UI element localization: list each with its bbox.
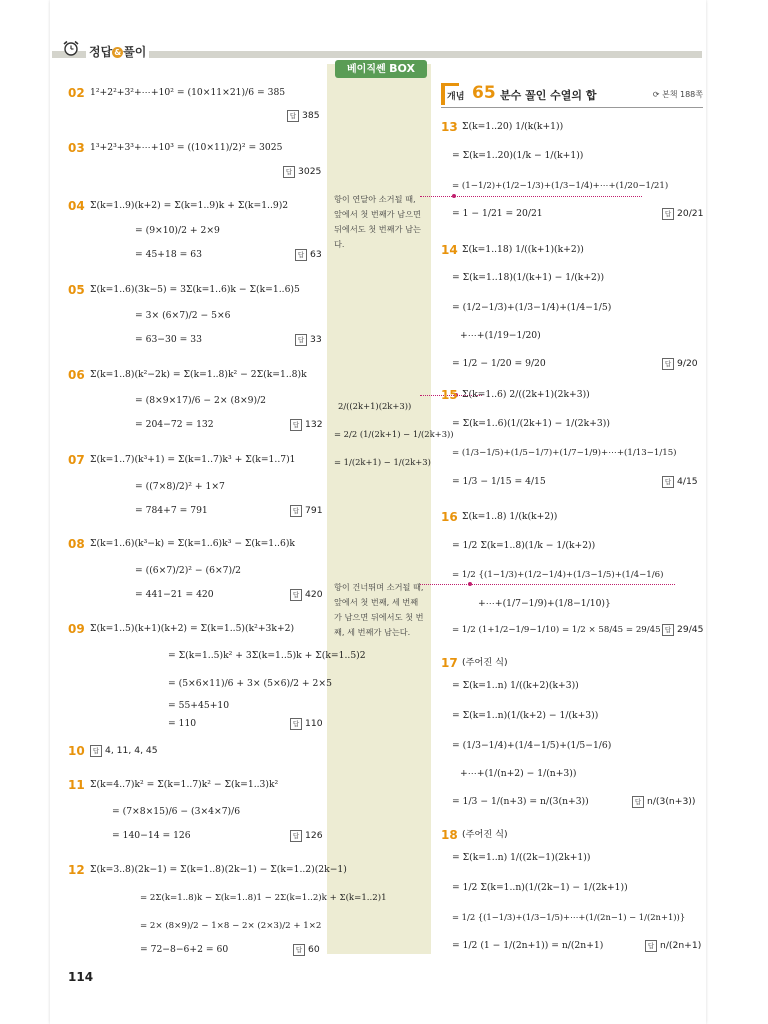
solution-line: Σ(k=1..20) 1/(k(k+1)) bbox=[462, 121, 564, 132]
solution-line: (주어진 식) bbox=[462, 829, 508, 840]
solution-line: = (1/3−1/5)+(1/5−1/7)+(1/7−1/9)+⋯+(1/13−1/15) bbox=[452, 448, 677, 458]
solution-line: = Σ(k=1..n) 1/((k+2)(k+3)) bbox=[452, 680, 579, 691]
solution-line: = 784+7 = 791 bbox=[135, 505, 208, 516]
answer-mark-icon: 답 bbox=[645, 940, 657, 952]
page-number: 114 bbox=[68, 970, 94, 984]
solution-line: Σ(k=1..6)(3k−5) = 3Σ(k=1..6)k − Σ(k=1..6)5 bbox=[90, 284, 300, 295]
problem-number: 18 bbox=[441, 828, 458, 842]
solution-line: = (7×8×15)/6 − (3×4×7)/6 bbox=[112, 806, 241, 817]
solution-line: = Σ(k=1..20)(1/k − 1/(k+1)) bbox=[452, 150, 584, 161]
side-note-2: 항이 건너뛰며 소거될 때, 앞에서 첫 번째, 세 번째가 남으면 뒤에서도 첫 번째, 세 번째가 남는다. bbox=[334, 582, 424, 637]
solution-line: Σ(k=1..6)(k³−k) = Σ(k=1..6)k³ − Σ(k=1..6)k bbox=[90, 538, 295, 549]
solution-line: Σ(k=3..8)(2k−1) = Σ(k=1..8)(2k−1) − Σ(k=1..2)(2k−1) bbox=[90, 864, 347, 875]
answer: 답 3025 bbox=[283, 166, 321, 178]
solution-line: (주어진 식) bbox=[462, 657, 508, 668]
answer: 답 791 bbox=[290, 505, 323, 517]
solution-line: = 1/2 Σ(k=1..n)(1/(2k−1) − 1/(2k+1)) bbox=[452, 882, 628, 893]
side-formula-2: = 2/2 (1/(2k+1) − 1/(2k+3)) bbox=[334, 429, 454, 439]
answer: 답 n/(2n+1) bbox=[645, 940, 701, 952]
solution-line: Σ(k=1..9)(k+2) = Σ(k=1..9)k + Σ(k=1..9)2 bbox=[90, 200, 289, 211]
solution-line: = 1/2 (1+1/2−1/9−1/10) = 1/2 × 58/45 = 29/45 bbox=[452, 625, 661, 635]
side-formula-3: = 1/(2k+1) − 1/(2k+3) bbox=[334, 457, 431, 467]
solution-line: = 140−14 = 126 bbox=[112, 830, 191, 841]
solution-line: = 2× (8×9)/2 − 1×8 − 2× (2×3)/2 + 1×2 bbox=[140, 921, 322, 931]
answer-mark-icon: 답 bbox=[283, 166, 295, 178]
answer: 답 20/21 bbox=[662, 208, 703, 220]
answer-mark-icon: 답 bbox=[295, 334, 307, 346]
answer: 답 110 bbox=[290, 718, 323, 730]
answer-mark-icon: 답 bbox=[90, 745, 102, 757]
problem-number: 12 bbox=[68, 863, 85, 877]
refresh-icon: ⟳ bbox=[652, 90, 660, 99]
problem-number: 13 bbox=[441, 120, 458, 134]
answer: 답 132 bbox=[290, 419, 323, 431]
solution-line: = 55+45+10 bbox=[168, 700, 230, 711]
alarm-clock-icon bbox=[62, 40, 80, 56]
section-title: 정답 & 풀이 bbox=[86, 43, 149, 60]
problem-number: 14 bbox=[441, 243, 458, 257]
solution-line: = 110 bbox=[168, 718, 197, 729]
solution-line: = 1/2 − 1/20 = 9/20 bbox=[452, 358, 546, 369]
problem-number: 11 bbox=[68, 778, 85, 792]
answer: 답 63 bbox=[295, 249, 322, 261]
concept-underline bbox=[441, 107, 703, 108]
solution-line: = 72−8−6+2 = 60 bbox=[140, 944, 229, 955]
concept-header bbox=[441, 83, 703, 105]
solution-line: Σ(k=1..7)(k³+1) = Σ(k=1..7)k³ + Σ(k=1..7)1 bbox=[90, 454, 296, 465]
problem-number: 10 bbox=[68, 744, 85, 758]
answer-mark-icon: 답 bbox=[662, 358, 674, 370]
basic-box-label: 베이직쎈 BOX bbox=[335, 60, 427, 78]
answer-mark-icon: 답 bbox=[290, 830, 302, 842]
connector-dot-1 bbox=[452, 194, 456, 198]
concept-title: 분수 꼴인 수열의 합 bbox=[500, 89, 597, 102]
solution-line: +⋯+(1/19−1/20) bbox=[460, 330, 541, 341]
answer: 답 420 bbox=[290, 589, 323, 601]
solution-line: = 1/2 {(1−1/3)+(1/3−1/5)+⋯+(1/(2n−1) − 1/(2n+1))} bbox=[452, 912, 686, 922]
solution-line: = 2Σ(k=1..8)k − Σ(k=1..8)1 − 2Σ(k=1..2)k + Σ(k=1..2)1 bbox=[140, 893, 387, 903]
answer-mark-icon: 답 bbox=[662, 476, 674, 488]
answer-mark-icon: 답 bbox=[295, 249, 307, 261]
concept-accent-bar bbox=[441, 83, 445, 105]
answer: 답 385 bbox=[287, 110, 320, 122]
answer: 답 4/15 bbox=[662, 476, 698, 488]
solution-line: = Σ(k=1..18)(1/(k+1) − 1/(k+2)) bbox=[452, 272, 605, 283]
solution-line: = (1/2−1/3)+(1/3−1/4)+(1/4−1/5) bbox=[452, 302, 612, 313]
side-formula-1: 2/((2k+1)(2k+3)) bbox=[338, 401, 412, 411]
problem-number: 16 bbox=[441, 510, 458, 524]
answer: 답 33 bbox=[295, 334, 322, 346]
solution-line: = 1 − 1/21 = 20/21 bbox=[452, 208, 543, 219]
answer-mark-icon: 답 bbox=[290, 589, 302, 601]
problem-number: 04 bbox=[68, 199, 85, 213]
answer-mark-icon: 답 bbox=[662, 208, 674, 220]
solution-line: = (1/3−1/4)+(1/4−1/5)+(1/5−1/6) bbox=[452, 740, 612, 751]
answer: 답 4, 11, 4, 45 bbox=[90, 745, 158, 757]
problem-number: 02 bbox=[68, 86, 85, 100]
connector-line-3 bbox=[420, 584, 675, 585]
solution-line: = 3× (6×7)/2 − 5×6 bbox=[135, 310, 231, 321]
concept-tag: 개념 bbox=[447, 92, 465, 102]
answer: 답 9/20 bbox=[662, 358, 698, 370]
solution-line: = 63−30 = 33 bbox=[135, 334, 202, 345]
problem-number: 05 bbox=[68, 283, 85, 297]
problem-number: 07 bbox=[68, 453, 85, 467]
solution-line: = ((7×8)/2)² + 1×7 bbox=[135, 481, 225, 492]
answer-mark-icon: 답 bbox=[632, 796, 644, 808]
answer: 답 126 bbox=[290, 830, 323, 842]
problem-number: 09 bbox=[68, 622, 85, 636]
solution-line: = Σ(k=1..n)(1/(k+2) − 1/(k+3)) bbox=[452, 710, 599, 721]
solution-line: = (9×10)/2 + 2×9 bbox=[135, 225, 220, 236]
solution-line: = 441−21 = 420 bbox=[135, 589, 214, 600]
solution-line: +⋯+(1/7−1/9)+(1/8−1/10)} bbox=[478, 598, 611, 609]
solution-line: 1³+2³+3³+⋯+10³ = ((10×11)/2)² = 3025 bbox=[90, 142, 283, 153]
answer-mark-icon: 답 bbox=[287, 110, 299, 122]
solution-line: = Σ(k=1..5)k² + 3Σ(k=1..5)k + Σ(k=1..5)2 bbox=[168, 650, 366, 661]
connector-dot-3 bbox=[468, 582, 472, 586]
solution-line: = (1−1/2)+(1/2−1/3)+(1/3−1/4)+⋯+(1/20−1/21) bbox=[452, 181, 669, 191]
answer: 답 60 bbox=[293, 944, 320, 956]
header-bar bbox=[52, 51, 702, 58]
answer-mark-icon: 답 bbox=[662, 624, 674, 636]
solution-line: = 1/3 − 1/15 = 4/15 bbox=[452, 476, 546, 487]
amp-badge: & bbox=[112, 47, 123, 58]
problem-number: 08 bbox=[68, 537, 85, 551]
problem-number: 15 bbox=[441, 388, 458, 402]
solution-line: = 45+18 = 63 bbox=[135, 249, 202, 260]
solution-line: +⋯+(1/(n+2) − 1/(n+3)) bbox=[460, 768, 577, 779]
answer-mark-icon: 답 bbox=[290, 419, 302, 431]
answer-mark-icon: 답 bbox=[290, 718, 302, 730]
side-note-1: 항이 연달아 소거될 때, 앞에서 첫 번째가 남으면 뒤에서도 첫 번째가 남는다. bbox=[334, 194, 421, 249]
solution-line: = 1/2 Σ(k=1..8)(1/k − 1/(k+2)) bbox=[452, 540, 596, 551]
solution-line: = 204−72 = 132 bbox=[135, 419, 214, 430]
concept-reference: ⟳ 본책 188쪽 bbox=[652, 90, 703, 99]
concept-number: 65 bbox=[472, 83, 496, 103]
solution-line: 1²+2²+3²+⋯+10² = (10×11×21)/6 = 385 bbox=[90, 87, 286, 98]
solution-line: = 1/2 (1 − 1/(2n+1)) = n/(2n+1) bbox=[452, 940, 604, 951]
problem-number: 17 bbox=[441, 656, 458, 670]
solution-line: Σ(k=4..7)k² = Σ(k=1..7)k² − Σ(k=1..3)k² bbox=[90, 779, 279, 790]
page-header bbox=[52, 38, 702, 62]
problem-number: 03 bbox=[68, 141, 85, 155]
answer: 답 29/45 bbox=[662, 624, 703, 636]
solution-line: Σ(k=1..18) 1/((k+1)(k+2)) bbox=[462, 244, 584, 255]
solution-line: = Σ(k=1..n) 1/((2k−1)(2k+1)) bbox=[452, 852, 591, 863]
solution-line: = (5×6×11)/6 + 3× (5×6)/2 + 2×5 bbox=[168, 678, 332, 689]
solution-line: = 1/2 {(1−1/3)+(1/2−1/4)+(1/3−1/5)+(1/4−1/6) bbox=[452, 570, 664, 580]
concept-accent-top bbox=[441, 83, 459, 86]
solution-line: = (8×9×17)/6 − 2× (8×9)/2 bbox=[135, 395, 267, 406]
answer-mark-icon: 답 bbox=[293, 944, 305, 956]
solution-line: Σ(k=1..5)(k+1)(k+2) = Σ(k=1..5)(k²+3k+2) bbox=[90, 623, 295, 634]
solution-line: Σ(k=1..6) 2/((2k+1)(2k+3)) bbox=[462, 389, 590, 400]
answer: 답 n/(3(n+3)) bbox=[632, 796, 695, 808]
solution-line: = ((6×7)/2)² − (6×7)/2 bbox=[135, 565, 242, 576]
solution-line: Σ(k=1..8) 1/(k(k+2)) bbox=[462, 511, 558, 522]
answer-mark-icon: 답 bbox=[290, 505, 302, 517]
solution-line: Σ(k=1..8)(k²−2k) = Σ(k=1..8)k² − 2Σ(k=1..8)k bbox=[90, 369, 307, 380]
solution-line: = 1/3 − 1/(n+3) = n/(3(n+3)) bbox=[452, 796, 589, 807]
problem-number: 06 bbox=[68, 368, 85, 382]
solution-line: = Σ(k=1..6)(1/(2k+1) − 1/(2k+3)) bbox=[452, 418, 610, 429]
